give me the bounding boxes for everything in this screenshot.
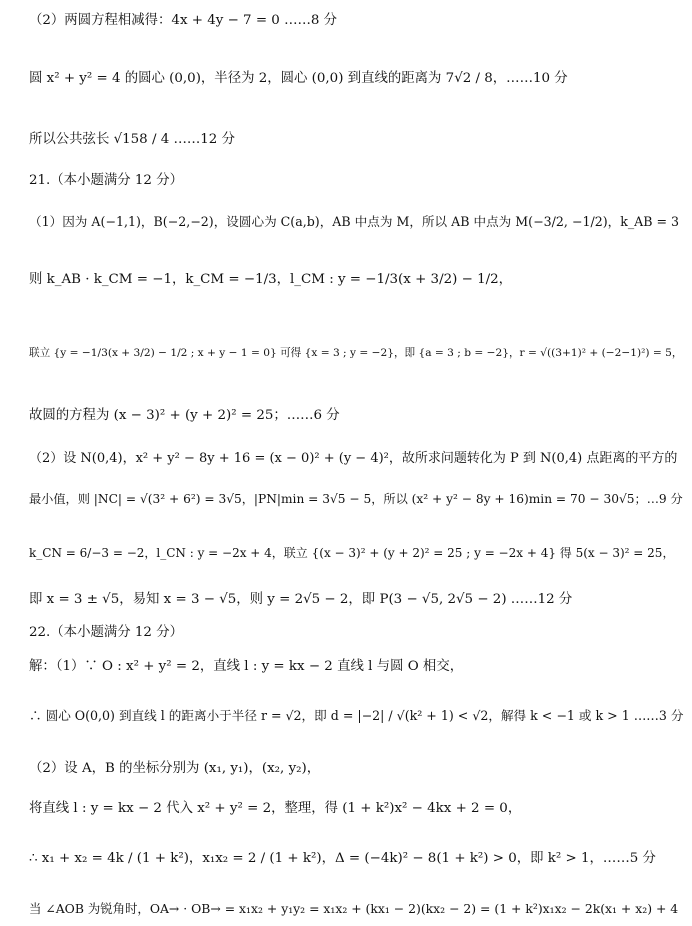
text-line-11: k_CN = 6/−3 = −2，l_CN : y = −2x + 4，联立 {(x − 3)² + (y + 2)² = 25 ; y = −2x + 4} 得 5(x − 3)² = 25， <box>29 546 675 560</box>
text-line-12: 即 x = 3 ± √5，易知 x = 3 − √5，则 y = 2√5 − 2，即 P(3 − √5, 2√5 − 2) ……12 分 <box>29 592 573 607</box>
text-line-9: （2）设 N(0,4)，x² + y² − 8y + 16 = (x − 0)² + (y − 4)²，故所求问题转化为 P 到 N(0,4) 点距离的平方的 <box>29 451 678 466</box>
text-line-8: 故圆的方程为 (x − 3)² + (y + 2)² = 25；……6 分 <box>29 408 340 423</box>
text-line-3: 所以公共弦长 √158 / 4 ……12 分 <box>29 132 235 147</box>
text-line-19: 当 ∠AOB 为锐角时，OA→ · OB→ = x₁x₂ + y₁y₂ = x₁x₂ + (kx₁ − 2)(kx₂ − 2) = (1 + k²)x₁x₂ − 2k(x₁ + x₂) + 4 <box>29 901 679 916</box>
text-line-16: （2）设 A，B 的坐标分别为 (x₁, y₁)，(x₂, y₂)， <box>29 761 321 776</box>
text-line-6: 则 k_AB · k_CM = −1，k_CM = −1/3，l_CM : y = −1/3(x + 3/2) − 1/2， <box>29 272 513 287</box>
text-line-17: 将直线 l : y = kx − 2 代入 x² + y² = 2，整理，得 (1 + k²)x² − 4kx + 2 = 0， <box>29 801 522 816</box>
text-line-10: 最小值，则 |NC| = √(3² + 6²) = 3√5，|PN|min = 3√5 − 5，所以 (x² + y² − 8y + 16)min = 70 − 30√5；…9 分 <box>29 492 683 506</box>
text-line-5: （1）因为 A(−1,1)，B(−2,−2)，设圆心为 C(a,b)，AB 中点为 M，所以 AB 中点为 M(−3/2, −1/2)，k_AB = 3 <box>29 214 680 229</box>
text-line-14: 解：（1）∵ O : x² + y² = 2，直线 l : y = kx − 2 直线 l 与圆 O 相交， <box>29 659 464 674</box>
section-heading-22: 22.（本小题满分 12 分） <box>29 625 183 640</box>
text-line-18: ∴ x₁ + x₂ = 4k / (1 + k²)，x₁x₂ = 2 / (1 + k²)，Δ = (−4k)² − 8(1 + k²) > 0，即 k² > 1，……5 分 <box>29 851 656 866</box>
text-line-15: ∴ 圆心 O(0,0) 到直线 l 的距离小于半径 r = √2，即 d = |−2| / √(k² + 1) < √2，解得 k < −1 或 k > 1 ……3 分 <box>29 708 684 723</box>
text-line-2: 圆 x² + y² = 4 的圆心 (0,0)，半径为 2，圆心 (0,0) 到直线的距离为 7√2 / 8，……10 分 <box>29 71 568 86</box>
text-line-1: （2）两圆方程相减得：4x + 4y − 7 = 0 ……8 分 <box>29 13 338 28</box>
text-line-7: 联立 {y = −1/3(x + 3/2) − 1/2 ; x + y − 1 = 0} 可得 {x = 3 ; y = −2}，即 {a = 3 ; b = −2}，r = √((3+1)² + (−2−1)²) = 5， <box>29 347 683 359</box>
section-heading-21: 21.（本小题满分 12 分） <box>29 173 183 188</box>
